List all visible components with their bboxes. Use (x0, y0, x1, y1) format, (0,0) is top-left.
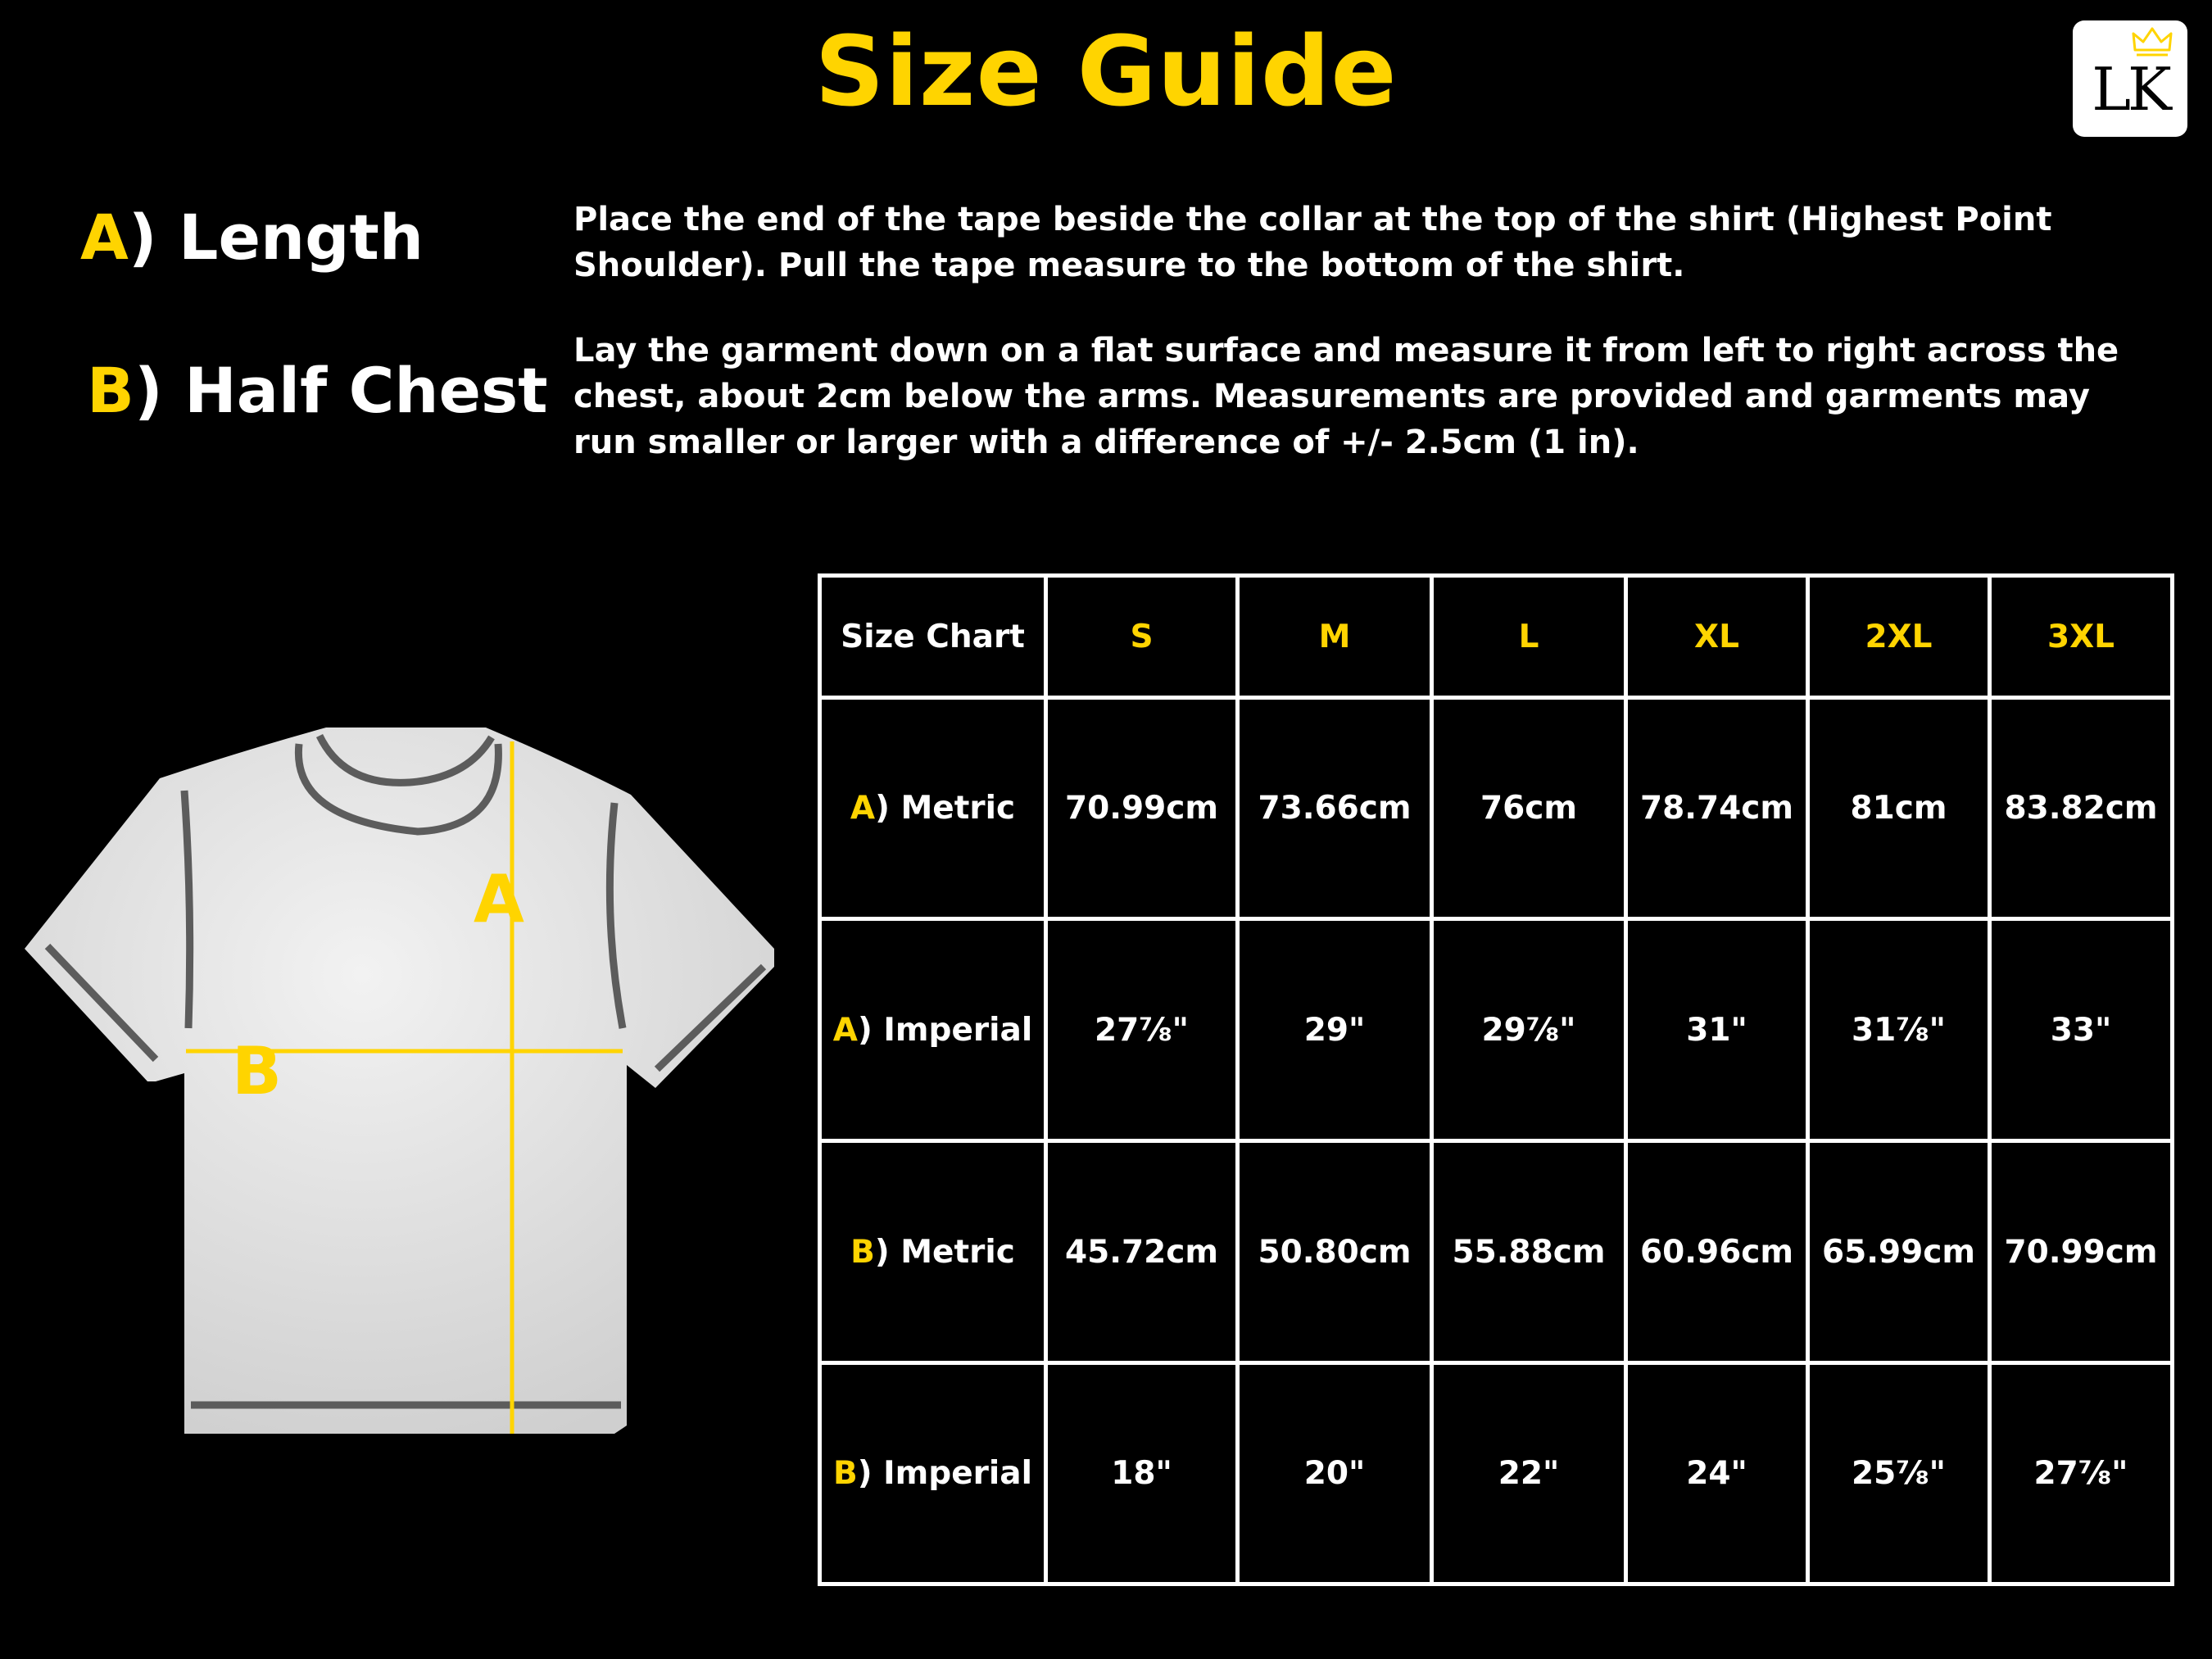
table-row (820, 1141, 2173, 1363)
table-cell: 81cm (1808, 698, 1990, 919)
size-chart-header: Size Chart (820, 576, 1046, 698)
size-3xl-header: 3XL (1990, 576, 2173, 698)
diagram-label-b: B (232, 1033, 282, 1109)
half-chest-description: Lay the garment down on a flat surface and measure it from left to right across the chest, about 2cm below the arms. Measurements are provided and garments may run smaller or larger with a difference of +/- 2.5cm (1 in). (573, 332, 2119, 461)
table-cell: 55.88cm (1432, 1141, 1626, 1363)
tshirt-body (25, 728, 774, 1434)
table-cell: 73.66cm (1238, 698, 1432, 919)
size-xl-header: XL (1626, 576, 1808, 698)
table-cell: 83.82cm (1990, 698, 2173, 919)
table-cell: 70.99cm (1990, 1141, 2173, 1363)
table-cell: 31" (1626, 919, 1808, 1141)
table-row (820, 698, 2173, 919)
brand-logo (2073, 20, 2187, 137)
page-title: Size Guide (814, 15, 1398, 128)
logo-text: LK (2092, 55, 2169, 124)
row-label: A) Imperial (820, 919, 1046, 1141)
row-label: A) Metric (820, 698, 1046, 919)
table-cell: 22" (1432, 1363, 1626, 1584)
table-cell: 31⅞" (1808, 919, 1990, 1141)
table-cell: 76cm (1432, 698, 1626, 919)
table-cell: 25⅞" (1808, 1363, 1990, 1584)
half-chest-heading (87, 354, 548, 427)
length-description: Place the end of the tape beside the collar at the top of the shirt (Highest Point Shoulder). Pull the tape measure to the bottom of the shirt. (573, 201, 2052, 284)
size-chart-table (818, 573, 2174, 1586)
table-cell: 24" (1626, 1363, 1808, 1584)
table-cell: 29⅞" (1432, 919, 1626, 1141)
table-cell: 65.99cm (1808, 1141, 1990, 1363)
table-cell: 50.80cm (1238, 1141, 1432, 1363)
half-chest-key: B (87, 354, 134, 427)
row-label: B) Imperial (820, 1363, 1046, 1584)
diagram-label-a: A (474, 861, 524, 937)
half-chest-label: ) Half Chest (134, 354, 548, 427)
table-cell: 27⅞" (1990, 1363, 2173, 1584)
crown-icon (2132, 25, 2173, 58)
size-s-header: S (1046, 576, 1238, 698)
table-cell: 27⅞" (1046, 919, 1238, 1141)
tshirt-diagram (25, 721, 786, 1442)
row-label: B) Metric (820, 1141, 1046, 1363)
table-cell: 33" (1990, 919, 2173, 1141)
size-m-header: M (1238, 576, 1432, 698)
table-cell: 70.99cm (1046, 698, 1238, 919)
table-cell: 20" (1238, 1363, 1432, 1584)
table-cell: 29" (1238, 919, 1432, 1141)
table-cell: 45.72cm (1046, 1141, 1238, 1363)
length-heading (80, 201, 424, 274)
table-row (820, 919, 2173, 1141)
size-2xl-header: 2XL (1808, 576, 1990, 698)
length-key: A (80, 201, 129, 274)
table-header-row (820, 576, 2173, 698)
table-cell: 78.74cm (1626, 698, 1808, 919)
size-l-header: L (1432, 576, 1626, 698)
table-cell: 60.96cm (1626, 1141, 1808, 1363)
length-label: ) Length (128, 201, 424, 274)
table-cell: 18" (1046, 1363, 1238, 1584)
table-row (820, 1363, 2173, 1584)
